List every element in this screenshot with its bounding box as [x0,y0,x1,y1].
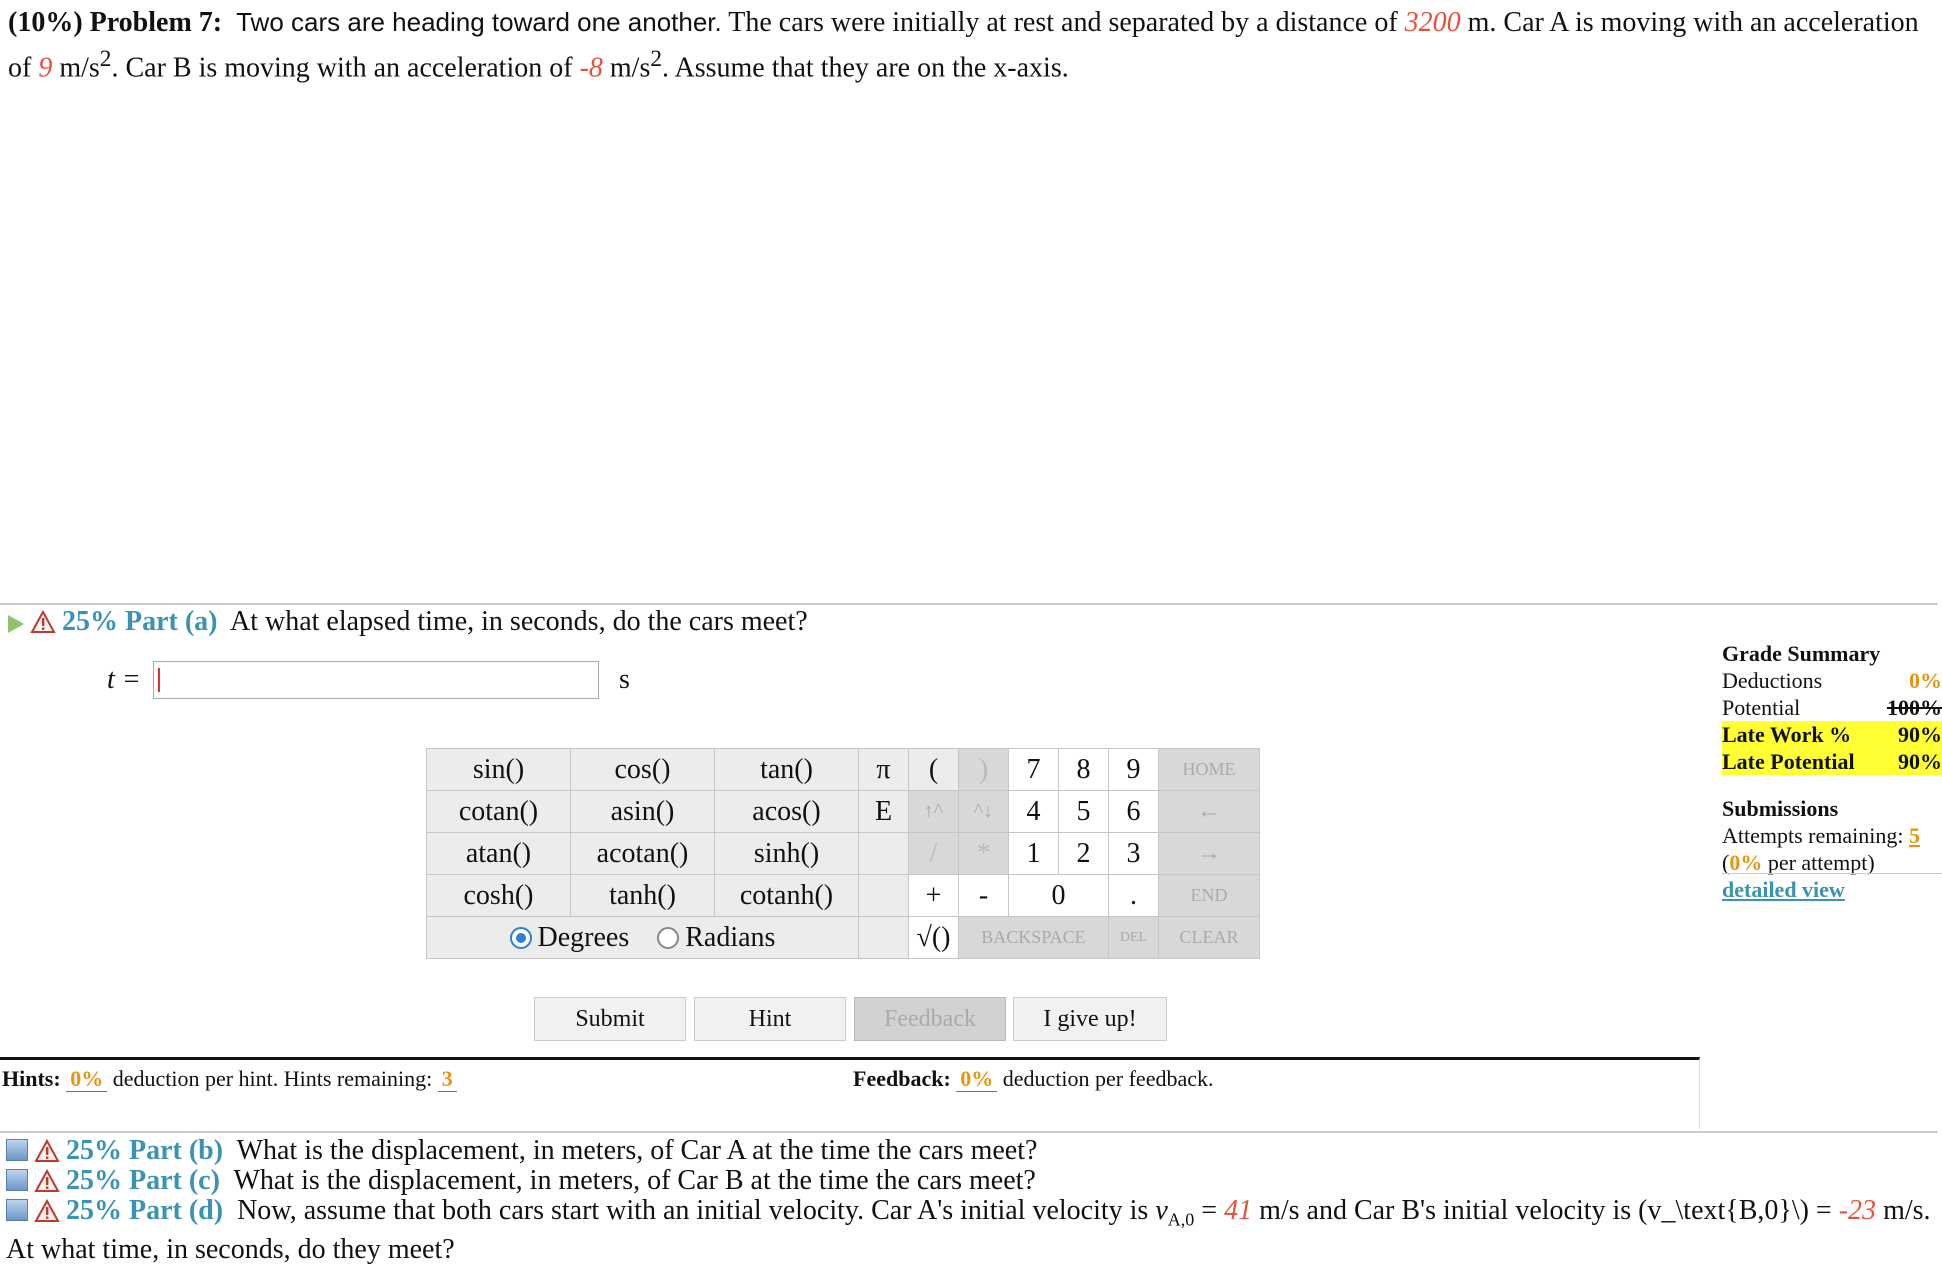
potential-value: 100% [1887,695,1942,720]
open-paren-button[interactable]: ( [909,749,959,791]
late-potential-value: 90% [1898,749,1942,774]
down-exponent-button[interactable]: ^↓ [959,791,1009,833]
tan-button[interactable]: tan() [715,749,859,791]
problem-text-3: m. Car A is moving with an acceleration of [8,7,1919,84]
per-attempt-row: (0% per attempt) [1722,850,1875,875]
late-potential-label: Late Potential [1722,749,1855,774]
attempts-label: Attempts remaining: [1722,823,1904,848]
digit-1-button[interactable]: 1 [1009,833,1059,875]
part-c-row[interactable] [6,1166,1036,1196]
problem-statement [8,4,1928,86]
problem-text-7: . Assume that they are on the x-axis. [662,52,1069,84]
part-b-percent: 25% [66,1135,122,1166]
problem-title: Problem 7: [89,7,223,38]
give-up-button[interactable]: I give up! [1013,997,1167,1041]
cosh-button[interactable]: cosh() [427,875,571,917]
feedback-deduction: 0% [956,1066,997,1092]
collapsed-part-icon[interactable] [6,1139,28,1161]
part-a-header[interactable] [8,607,808,637]
cos-button[interactable]: cos() [571,749,715,791]
digit-6-button[interactable]: 6 [1109,791,1159,833]
submit-button[interactable]: Submit [534,997,686,1041]
hints-remaining: 3 [438,1066,457,1092]
grade-summary [1722,640,1942,903]
answer-variable-label: t = [107,664,141,695]
acotan-button[interactable]: acotan() [571,833,715,875]
backspace-button[interactable]: BACKSPACE [959,917,1109,959]
clear-button[interactable]: CLEAR [1159,917,1260,959]
empty-key [859,917,909,959]
va0-equals: = [1201,1195,1218,1226]
part-d-percent: 25% [66,1195,122,1226]
part-c-question: What is the displacement, in meters, of Car B at the time the cars meet? [233,1165,1036,1196]
va0-symbol: v [1155,1195,1168,1226]
part-d-question-2: m/s and Car B's initial velocity is (v_\text{B,0}\) = [1259,1195,1832,1226]
part-d-row[interactable] [6,1196,1934,1265]
accel-b-value: -8 [579,52,603,84]
problem-text-5: . Car B is moving with an acceleration of [111,52,573,84]
sin-button[interactable]: sin() [427,749,571,791]
late-potential-row [1722,748,1942,775]
late-work-row [1722,721,1942,748]
grade-divider [1722,873,1942,874]
part-b-question: What is the displacement, in meters, of Car A at the time the cars meet? [236,1135,1038,1166]
part-a-question: At what elapsed time, in seconds, do the cars meet? [229,606,808,637]
calculator-keypad [426,748,1260,959]
answer-unit: s [619,664,630,695]
feedback-label: Feedback: [853,1066,951,1091]
digit-3-button[interactable]: 3 [1109,833,1159,875]
va0-value: 41 [1224,1195,1253,1226]
expand-arrow-icon[interactable] [8,615,24,633]
asin-button[interactable]: asin() [571,791,715,833]
cotanh-button[interactable]: cotanh() [715,875,859,917]
multiply-button[interactable]: * [959,833,1009,875]
right-arrow-button[interactable]: → [1159,833,1260,875]
part-c-label: Part (c) [129,1165,220,1196]
angle-mode-group [427,917,859,959]
warning-icon [31,611,55,633]
minus-button[interactable]: - [959,875,1009,917]
close-paren-button[interactable]: ) [959,749,1009,791]
part-d-question-1: Now, assume that both cars start with an initial velocity. Car A's initial velocity is [237,1195,1149,1226]
degrees-label: Degrees [537,921,630,953]
tanh-button[interactable]: tanh() [571,875,715,917]
late-work-value: 90% [1898,722,1942,747]
pi-button[interactable]: π [859,749,909,791]
hint-deduction: 0% [66,1066,107,1092]
acos-button[interactable]: acos() [715,791,859,833]
deductions-label: Deductions [1722,668,1823,693]
problem-text-1: Two cars are heading toward one another. [236,7,722,37]
digit-9-button[interactable]: 9 [1109,749,1159,791]
part-b-row[interactable] [6,1136,1037,1166]
accel-a-value: 9 [38,52,53,84]
hints-text: deduction per hint. Hints remaining: [112,1066,433,1091]
warning-icon [35,1200,59,1222]
collapsed-part-icon[interactable] [6,1169,28,1191]
empty-key [859,833,909,875]
hint-button[interactable]: Hint [694,997,846,1041]
divider [0,1131,1938,1133]
part-d-question-3: m/s. At what time, in seconds, do they meet? [6,1195,1931,1265]
hints-feedback-panel [0,1057,1700,1129]
late-work-label: Late Work % [1722,722,1852,747]
exponent-a: 2 [99,46,112,72]
home-button[interactable]: HOME [1159,749,1260,791]
part-b-label: Part (b) [129,1135,224,1166]
digit-5-button[interactable]: 5 [1059,791,1109,833]
va0-subscript: A,0 [1167,1209,1195,1230]
digit-0-button[interactable]: 0 [1009,875,1109,917]
atan-button[interactable]: atan() [427,833,571,875]
problem-text-2: The cars were initially at rest and separated by a distance of [728,7,1398,38]
collapsed-part-icon[interactable] [6,1199,28,1221]
degrees-radio[interactable] [510,927,532,949]
part-a-percent: 25% [62,606,118,637]
plus-button[interactable]: + [909,875,959,917]
per-attempt-value: 0% [1729,850,1763,875]
attempts-value: 5 [1908,823,1920,848]
radians-radio[interactable] [657,927,679,949]
decimal-point-button[interactable]: . [1109,875,1159,917]
detailed-view-link[interactable]: detailed view [1722,877,1845,902]
sinh-button[interactable]: sinh() [715,833,859,875]
vb0-value: -23 [1838,1195,1877,1226]
feedback-info [853,1066,1214,1092]
problem-text-6: m/s [609,52,651,84]
hints-info [2,1066,457,1092]
part-d-label: Part (d) [129,1195,224,1226]
problem-weight: (10%) [8,7,83,38]
digit-7-button[interactable]: 7 [1009,749,1059,791]
divide-button[interactable]: / [909,833,959,875]
problem-text-4: m/s [59,52,100,84]
feedback-button[interactable]: Feedback [854,997,1006,1041]
end-button[interactable]: END [1159,875,1260,917]
submissions-title: Submissions [1722,796,1839,821]
part-c-percent: 25% [66,1165,122,1196]
empty-key [859,875,909,917]
per-attempt-text: per attempt) [1767,850,1875,875]
hints-label: Hints: [2,1066,61,1091]
distance-value: 3200 [1404,7,1461,38]
warning-icon [35,1170,59,1192]
left-arrow-button[interactable]: ← [1159,791,1260,833]
deductions-value: 0% [1909,668,1942,693]
digit-4-button[interactable]: 4 [1009,791,1059,833]
exponent-b: 2 [650,46,663,72]
attempts-row [1722,822,1942,849]
potential-label: Potential [1722,695,1801,720]
deductions-row [1722,667,1942,694]
divider [0,603,1938,605]
part-a-label: Part (a) [125,606,218,637]
del-button[interactable]: DEL [1109,917,1159,959]
text-caret [158,668,160,692]
potential-row [1722,694,1942,721]
radians-label: Radians [685,921,776,953]
warning-icon [35,1140,59,1162]
e-button[interactable]: E [859,791,909,833]
grade-summary-title: Grade Summary [1722,641,1881,666]
answer-input[interactable] [153,661,599,699]
cotan-button[interactable]: cotan() [427,791,571,833]
digit-8-button[interactable]: 8 [1059,749,1109,791]
sqrt-button[interactable]: √() [909,917,959,959]
feedback-text: deduction per feedback. [1002,1066,1214,1091]
up-exponent-button[interactable]: ↑^ [909,791,959,833]
digit-2-button[interactable]: 2 [1059,833,1109,875]
